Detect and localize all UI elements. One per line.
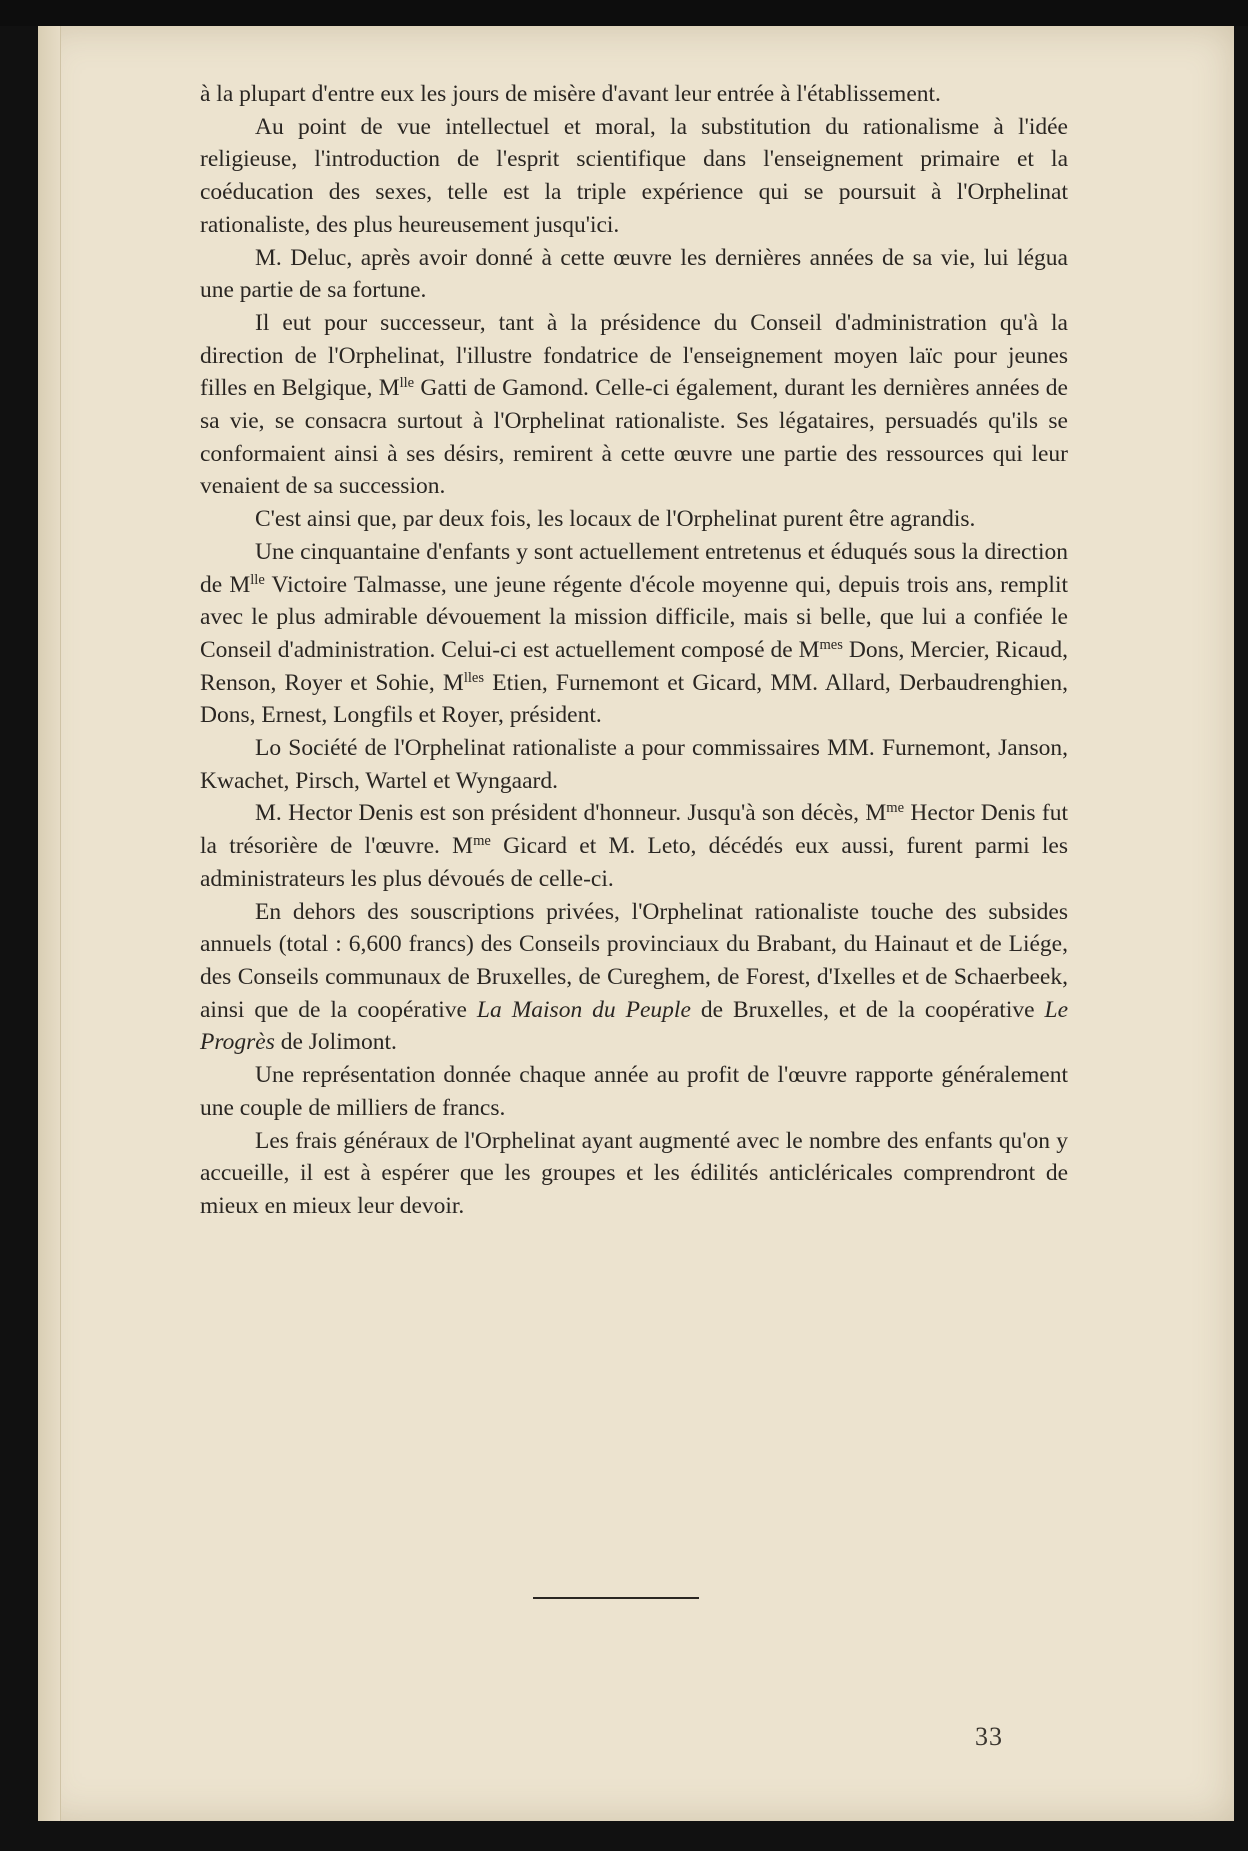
superscript-lles: lles — [463, 669, 485, 686]
paragraph-10: Une représentation donnée chaque année au profit de l'œuvre rapporte généralement une couple de milliers de francs. — [200, 1062, 1068, 1121]
p8-mid: Hector Denis fut la trésorière de l'œuvre. M — [200, 800, 1068, 860]
paragraph-11: Les frais généraux de l'Orphelinat ayant augmenté avec le nombre des enfants qu'on y accueille, il est à espérer que les groupes et les édilités anticléricales comprendront de mieux en mieux leur devoir. — [200, 1127, 1068, 1219]
paragraph-4 — [200, 307, 1068, 503]
italic-maison-du-peuple: La Maison du Peuple — [476, 996, 691, 1023]
paragraph-3: M. Deluc, après avoir donné à cette œuvre les dernières années de sa vie, lui légua une partie de sa fortune. — [200, 244, 1068, 304]
section-divider-rule — [533, 1597, 699, 1599]
p6-head: Une cinquantaine d'enfants y sont actuellement entretenus et éduqués sous la direction de M — [200, 538, 1068, 598]
p8-tail: Gicard et M. Leto, décédés eux aussi, furent parmi les administrateurs les plus dévoués de celle-ci. — [200, 833, 1068, 892]
paragraph-7: Lo Société de l'Orphelinat rationaliste a pour commissaires MM. Furnemont, Janson, Kwachet, Pirsch, Wartel et Wyngaard. — [200, 735, 1068, 794]
p9-head: En dehors des souscriptions privées, l'Orphelinat rationaliste touche des subsides annuels (total : 6,600 francs) des Conseils provinciaux du Brabant, du Hainaut et de Liége, des Conseils communaux de Bruxelles, de Cureghem, de Forest, d'Ixelles et de Schaerbeek, ainsi que de la coopérative — [200, 898, 1068, 1023]
italic-le-progres: Le Progrès — [200, 996, 1068, 1056]
scan-border-top — [0, 0, 1248, 26]
paragraph-5: C'est ainsi que, par deux fois, les locaux de l'Orphelinat purent être agrandis. — [255, 506, 976, 533]
superscript-lle-2: lle — [250, 571, 265, 588]
paragraph-6 — [200, 536, 1068, 732]
p8-head: M. Hector Denis est son président d'honneur. Jusqu'à son décès, M — [255, 800, 887, 827]
paragraph-1: à la plupart d'entre eux les jours de misère d'avant leur entrée à l'établissement. — [200, 81, 941, 107]
p4-tail: Gatti de Gamond. Celle-ci également, durant les dernières années de sa vie, se consacra surtout à l'Orphelinat rationaliste. Ses légataires, persuadés qu'ils se conformaient ainsi à ses désirs, remirent à cette œuvre une partie des ressources qui leur venaient de sa succession. — [200, 375, 1068, 500]
p6-tail: Etien, Furnemont et Gicard, MM. Allard, Derbaudrenghien, Dons, Ernest, Longfils et Royer, président. — [200, 669, 1068, 729]
paragraph-8 — [200, 797, 1068, 895]
body-text — [200, 78, 1068, 1223]
p9-mid: de Bruxelles, et de la coopérative — [690, 996, 1045, 1023]
page-binding-edge — [38, 26, 61, 1821]
p9-tail: de Jolimont. — [274, 1029, 397, 1056]
p4-head: Il eut pour successeur, tant à la présidence du Conseil d'administration qu'à la direction de l'Orphelinat, l'illustre fondatrice de l'enseignement moyen laïc pour jeunes filles en Belgique, M — [200, 309, 1068, 402]
superscript-mes: mes — [819, 636, 843, 653]
paragraph-2: Au point de vue intellectuel et moral, la substitution du rationalisme à l'idée religieuse, l'introduction de l'esprit scientifique dans l'enseignement primaire et la coéducation des sexes, telle est la triple expérience qui se poursuit à l'Orphelinat rationaliste, des plus heureusement jusqu'ici. — [200, 113, 1068, 238]
superscript-me: me — [886, 800, 905, 817]
p6-mid: Victoire Talmasse, une jeune régente d'école moyenne qui, depuis trois ans, remplit avec le plus admirable dévouement la mission difficile, mais si belle, que lui a confiée le Conseil d'administration. Celui-ci est actuellement composé de M — [200, 571, 1069, 663]
superscript-lle: lle — [399, 375, 415, 392]
superscript-me-2: me — [473, 833, 491, 850]
page-number: 33 — [975, 1722, 1003, 1751]
paragraph-9 — [200, 896, 1068, 1060]
p6-mid2: Dons, Mercier, Ricaud, Renson, Royer et Sohie, M — [200, 636, 1068, 696]
